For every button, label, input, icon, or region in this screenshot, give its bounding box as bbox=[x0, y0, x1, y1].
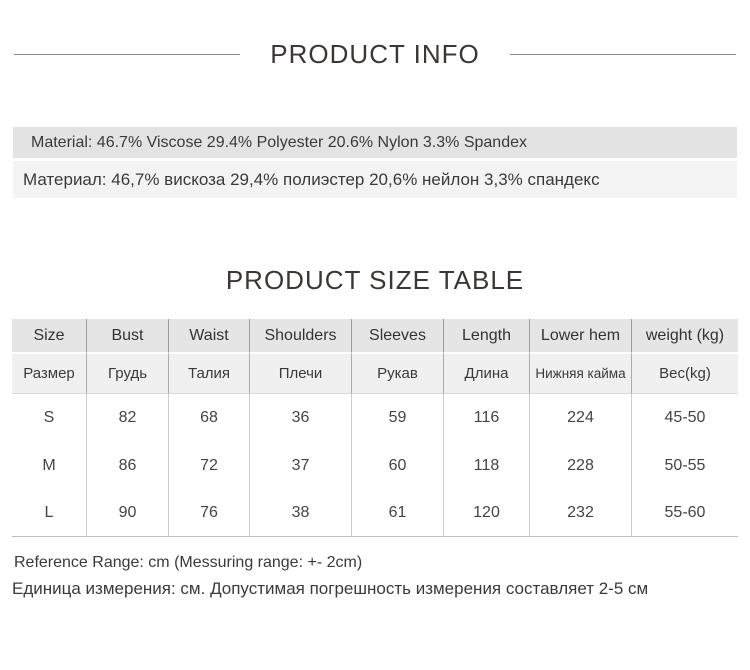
cell-waist: 76 bbox=[169, 490, 250, 537]
col-header-size-ru: Размер bbox=[12, 354, 87, 394]
reference-range-note-en: Reference Range: cm (Messuring range: +- 2cm) bbox=[14, 554, 363, 571]
col-header-length: Length bbox=[444, 319, 530, 354]
col-header-bust-ru: Грудь bbox=[87, 354, 169, 394]
col-header-weight: weight (kg) bbox=[632, 319, 738, 354]
col-header-lower-hem-ru: Нижняя кайма bbox=[530, 354, 632, 394]
material-section bbox=[13, 127, 737, 198]
size-table-header bbox=[0, 265, 750, 294]
cell-length: 116 bbox=[444, 394, 530, 442]
cell-waist: 68 bbox=[169, 394, 250, 442]
cell-lower-hem: 232 bbox=[530, 490, 632, 537]
col-header-lower-hem: Lower hem bbox=[530, 319, 632, 354]
cell-bust: 82 bbox=[87, 394, 169, 442]
cell-lower-hem: 224 bbox=[530, 394, 632, 442]
cell-waist: 72 bbox=[169, 442, 250, 490]
col-header-bust: Bust bbox=[87, 319, 169, 354]
cell-lower-hem: 228 bbox=[530, 442, 632, 490]
col-header-shoulders: Shoulders bbox=[250, 319, 352, 354]
col-header-waist: Waist bbox=[169, 319, 250, 354]
size-table bbox=[12, 319, 738, 537]
col-header-shoulders-ru: Плечи bbox=[250, 354, 352, 394]
table-row-size-m bbox=[12, 442, 738, 490]
cell-bust: 90 bbox=[87, 490, 169, 537]
table-header-row-ru bbox=[12, 354, 738, 394]
size-table-title: PRODUCT SIZE TABLE bbox=[225, 265, 525, 295]
cell-bust: 86 bbox=[87, 442, 169, 490]
cell-size: M bbox=[12, 442, 87, 490]
table-row-size-s bbox=[12, 394, 738, 442]
col-header-sleeves-ru: Рукав bbox=[352, 354, 444, 394]
cell-sleeves: 60 bbox=[352, 442, 444, 490]
table-header-row-en bbox=[12, 319, 738, 354]
cell-weight: 50-55 bbox=[632, 442, 738, 490]
cell-weight: 45-50 bbox=[632, 394, 738, 442]
product-info-page bbox=[0, 40, 750, 670]
left-rule-line bbox=[14, 54, 240, 55]
col-header-length-ru: Длина bbox=[444, 354, 530, 394]
table-row-size-l bbox=[12, 490, 738, 537]
page-title: PRODUCT INFO bbox=[270, 38, 480, 69]
reference-range-note-ru: Единица измерения: см. Допустимая погрешность измерения составляет 2-5 см bbox=[12, 579, 649, 598]
cell-length: 120 bbox=[444, 490, 530, 537]
cell-length: 118 bbox=[444, 442, 530, 490]
right-rule-line bbox=[510, 54, 736, 55]
cell-shoulders: 36 bbox=[250, 394, 352, 442]
cell-sleeves: 59 bbox=[352, 394, 444, 442]
cell-weight: 55-60 bbox=[632, 490, 738, 537]
product-info-header bbox=[14, 40, 736, 68]
col-header-sleeves: Sleeves bbox=[352, 319, 444, 354]
cell-size: L bbox=[12, 490, 87, 537]
cell-size: S bbox=[12, 394, 87, 442]
col-header-size: Size bbox=[12, 319, 87, 354]
col-header-weight-ru: Вес(kg) bbox=[632, 354, 738, 394]
cell-shoulders: 38 bbox=[250, 490, 352, 537]
material-text-en: Material: 46.7% Viscose 29.4% Polyester 20.6% Nylon 3.3% Spandex bbox=[13, 127, 737, 158]
col-header-waist-ru: Талия bbox=[169, 354, 250, 394]
cell-sleeves: 61 bbox=[352, 490, 444, 537]
cell-shoulders: 37 bbox=[250, 442, 352, 490]
material-text-ru: Материал: 46,7% вискоза 29,4% полиэстер 20,6% нейлон 3,3% спандекс bbox=[13, 161, 737, 198]
